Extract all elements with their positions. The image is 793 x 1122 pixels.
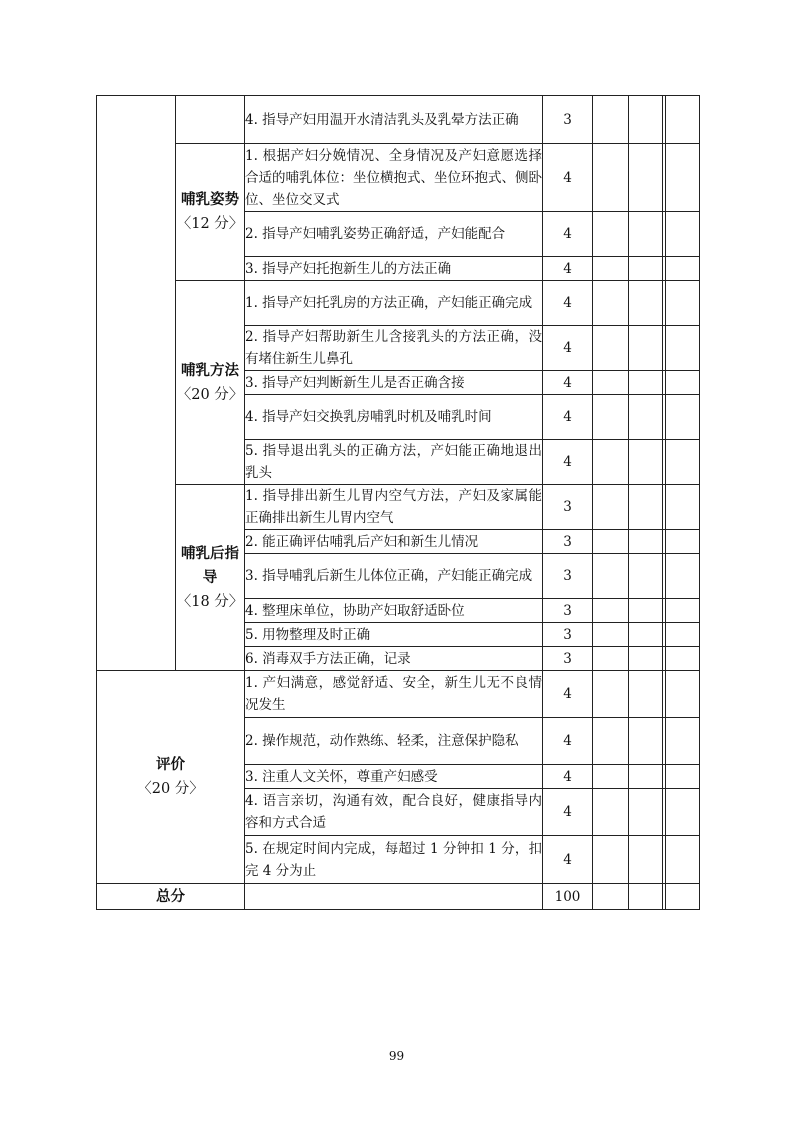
item-score: 4: [543, 671, 593, 718]
row-blank-cell-2: [629, 440, 663, 485]
row-blank-cell-2: [629, 212, 663, 257]
row-blank-cell-2: [629, 836, 663, 884]
row-blank-cell-1: [593, 765, 629, 789]
row-blank-cell-2: [629, 554, 663, 599]
row-blank-cell-2: [629, 144, 663, 212]
row-blank-cell-2: [629, 485, 663, 530]
category-name: 哺乳方法: [181, 362, 239, 379]
item-text: 3. 注重人文关怀，尊重产妇感受: [245, 765, 543, 789]
item-text: 6. 消毒双手方法正确，记录: [245, 647, 543, 671]
row-blank-cell-4: [666, 765, 700, 789]
item-score: 4: [543, 281, 593, 326]
item-text: 2. 指导产妇哺乳姿势正确舒适，产妇能配合: [245, 212, 543, 257]
row-blank-cell-1: [593, 257, 629, 281]
item-score: 4: [543, 395, 593, 440]
row-blank-cell-1: [593, 671, 629, 718]
item-score: 3: [543, 485, 593, 530]
row-blank-cell-4: [666, 530, 700, 554]
total-row: [97, 884, 700, 910]
row-blank-cell-2: [629, 599, 663, 623]
row-blank-cell-1: [593, 718, 629, 765]
row-blank-cell-2: [629, 647, 663, 671]
table-row: [97, 281, 700, 326]
row-blank-cell-4: [666, 599, 700, 623]
item-text: 2. 操作规范，动作熟练、轻柔，注意保护隐私: [245, 718, 543, 765]
row-blank-cell-2: [629, 671, 663, 718]
row-blank-cell-2: [629, 395, 663, 440]
total-blank-cell-2: [629, 884, 663, 910]
row-blank-cell-1: [593, 96, 629, 144]
row-blank-cell-2: [629, 371, 663, 395]
item-text: 3. 指导产妇判断新生儿是否正确含接: [245, 371, 543, 395]
row-blank-cell-2: [629, 789, 663, 836]
item-text: 5. 用物整理及时正确: [245, 623, 543, 647]
row-blank-cell-4: [666, 836, 700, 884]
row-blank-cell-1: [593, 371, 629, 395]
row-blank-cell-2: [629, 326, 663, 371]
row-blank-cell-4: [666, 718, 700, 765]
item-score: 3: [543, 96, 593, 144]
row-blank-cell-2: [629, 718, 663, 765]
item-text: 1. 产妇满意，感觉舒适、安全，新生儿无不良情况发生: [245, 671, 543, 718]
category-cell: [176, 485, 245, 671]
category-points: 〈12 分〉: [176, 216, 244, 232]
row-blank-cell-2: [629, 765, 663, 789]
item-text: 4. 指导产妇交换乳房哺乳时机及哺乳时间: [245, 395, 543, 440]
category-points: 〈20 分〉: [176, 386, 244, 403]
row-blank-cell-2: [629, 257, 663, 281]
row-blank-cell-1: [593, 599, 629, 623]
row-blank-cell-4: [666, 326, 700, 371]
item-text: 1. 根据产妇分娩情况、全身情况及产妇意愿选择合适的哺乳体位：坐位横抱式、坐位环抱式、侧卧位、坐位交叉式: [245, 144, 543, 212]
item-score: 4: [543, 212, 593, 257]
row-blank-cell-2: [629, 96, 663, 144]
item-score: 4: [543, 371, 593, 395]
item-score: 3: [543, 530, 593, 554]
row-blank-cell-1: [593, 485, 629, 530]
item-text: 2. 指导产妇帮助新生儿含接乳头的方法正确，没有堵住新生儿鼻孔: [245, 326, 543, 371]
item-score: 4: [543, 836, 593, 884]
item-score: 3: [543, 554, 593, 599]
row-blank-cell-1: [593, 554, 629, 599]
row-blank-cell-1: [593, 836, 629, 884]
row-blank-cell-1: [593, 395, 629, 440]
category-name: 哺乳后指导: [181, 545, 239, 586]
row-blank-cell-1: [593, 326, 629, 371]
scoring-table: [96, 95, 700, 910]
table-row: [97, 144, 700, 212]
table-row: [97, 485, 700, 530]
row-blank-cell-4: [666, 440, 700, 485]
item-text: 3. 指导哺乳后新生儿体位正确，产妇能正确完成: [245, 554, 543, 599]
item-text: 4. 整理床单位，协助产妇取舒适卧位: [245, 599, 543, 623]
item-score: 3: [543, 623, 593, 647]
item-text: 3. 指导产妇托抱新生儿的方法正确: [245, 257, 543, 281]
category-name: 哺乳姿势: [181, 192, 239, 208]
row-blank-cell-4: [666, 281, 700, 326]
row-blank-cell-4: [666, 212, 700, 257]
item-score: 4: [543, 789, 593, 836]
row-blank-cell-4: [666, 789, 700, 836]
row-blank-cell-1: [593, 144, 629, 212]
item-score: 4: [543, 718, 593, 765]
row-blank-cell-4: [666, 257, 700, 281]
row-blank-cell-4: [666, 371, 700, 395]
row-blank-cell-4: [666, 554, 700, 599]
row-blank-cell-1: [593, 623, 629, 647]
item-text: 5. 指导退出乳头的正确方法，产妇能正确地退出乳头: [245, 440, 543, 485]
total-score: 100: [543, 884, 593, 910]
row-blank-cell-2: [629, 623, 663, 647]
evaluation-points: 〈20 分〉: [137, 781, 204, 797]
item-score: 4: [543, 257, 593, 281]
row-blank-cell-1: [593, 212, 629, 257]
row-blank-cell-1: [593, 647, 629, 671]
page-number: 99: [388, 1049, 405, 1063]
row-blank-cell-4: [666, 96, 700, 144]
evaluation-name: 评价: [156, 757, 185, 773]
table-row: [97, 671, 700, 718]
total-blank-cell-1: [593, 884, 629, 910]
item-text: 1. 指导产妇托乳房的方法正确，产妇能正确完成: [245, 281, 543, 326]
row-blank-cell-4: [666, 623, 700, 647]
row-blank-cell-1: [593, 789, 629, 836]
item-score: 4: [543, 765, 593, 789]
row-blank-cell-2: [629, 281, 663, 326]
total-empty-cell: [245, 884, 543, 910]
item-text: 4. 指导产妇用温开水清洁乳头及乳晕方法正确: [245, 96, 543, 144]
row-blank-cell-1: [593, 440, 629, 485]
item-score: 3: [543, 647, 593, 671]
item-text: 5. 在规定时间内完成，每超过 1 分钟扣 1 分，扣完 4 分为止: [245, 836, 543, 884]
outer-category-cell: [97, 96, 176, 671]
category-cell: [176, 144, 245, 281]
row-blank-cell-4: [666, 647, 700, 671]
row-blank-cell-1: [593, 281, 629, 326]
total-label: 总分: [97, 884, 245, 910]
category-cell: [176, 96, 245, 144]
row-blank-cell-1: [593, 530, 629, 554]
item-text: 1. 指导排出新生儿胃内空气方法，产妇及家属能正确排出新生儿胃内空气: [245, 485, 543, 530]
row-blank-cell-4: [666, 144, 700, 212]
category-points: 〈18 分〉: [176, 593, 244, 610]
evaluation-category-cell: [97, 671, 245, 884]
item-score: 4: [543, 326, 593, 371]
item-score: 4: [543, 144, 593, 212]
item-score: 4: [543, 440, 593, 485]
item-text: 2. 能正确评估哺乳后产妇和新生儿情况: [245, 530, 543, 554]
row-blank-cell-4: [666, 395, 700, 440]
row-blank-cell-4: [666, 485, 700, 530]
table-row: [97, 96, 700, 144]
item-text: 4. 语言亲切，沟通有效，配合良好，健康指导内容和方式合适: [245, 789, 543, 836]
row-blank-cell-4: [666, 671, 700, 718]
row-blank-cell-2: [629, 530, 663, 554]
item-score: 3: [543, 599, 593, 623]
category-cell: [176, 281, 245, 485]
total-blank-cell-4: [666, 884, 700, 910]
